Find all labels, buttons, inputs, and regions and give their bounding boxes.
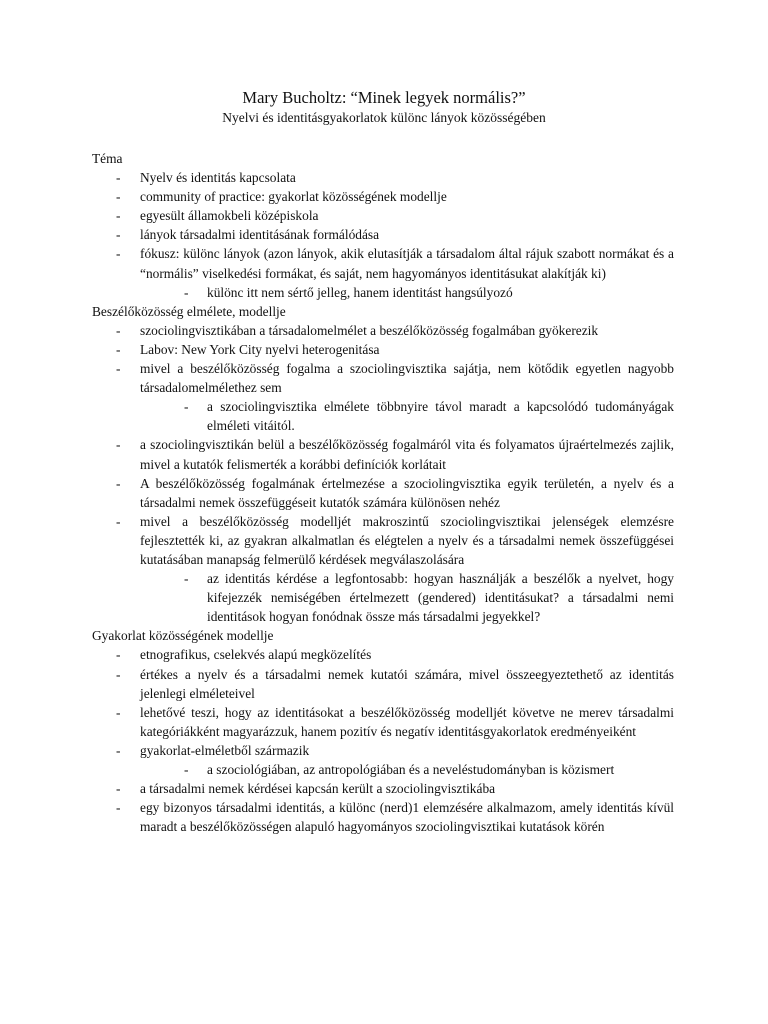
list-item <box>92 703 674 741</box>
bullet-dash: - <box>184 571 189 587</box>
list-item <box>92 741 674 779</box>
sub-bullet-list <box>92 397 674 435</box>
bullet-dash: - <box>116 341 121 357</box>
bullet-dash: - <box>116 475 121 491</box>
sub-list-item <box>162 569 674 626</box>
document-subtitle: Nyelvi és identitásgyakorlatok különc lányok közösségében <box>222 110 546 125</box>
bullet-list <box>92 321 674 627</box>
list-item <box>92 435 674 473</box>
bullet-dash: - <box>116 437 121 453</box>
sub-list-item-text: különc itt nem sértő jelleg, hanem identitást hangsúlyozó <box>207 284 513 300</box>
bullet-dash: - <box>116 170 121 186</box>
sub-list-item-text: a szociológiában, az antropológiában és a neveléstudományban is közismert <box>207 762 615 777</box>
list-item-text: a társadalmi nemek kérdései kapcsán került a szociolingvisztikába <box>140 781 496 797</box>
sub-list-item <box>162 397 674 435</box>
bullet-dash: - <box>116 189 121 205</box>
bullet-dash: - <box>116 647 121 663</box>
list-item <box>92 512 674 627</box>
bullet-list <box>92 168 674 302</box>
sub-list-item-text: az identitás kérdése a legfontosabb: hogyan használják a beszélők a nyelvet, hogy kifejezzék nemiségében értelmezett (gendered) identitásukat? a társadalmi nemi identitások hogyan fonódnak össze más társadalmi jegyekkel? <box>207 571 674 625</box>
list-item <box>92 187 674 206</box>
sub-bullet-list <box>92 569 674 626</box>
sub-list-item-text: a szociolingvisztika elmélete többnyire távol maradt a kapcsolódó tudományágak elméleti vitáitól. <box>207 399 674 434</box>
bullet-dash: - <box>116 361 121 377</box>
list-item <box>92 168 674 187</box>
list-item-text: mivel a beszélőközösség fogalma a szociolingvisztika sajátja, nem kötődik egyetlen nagyobb társadalomelmélethez sem <box>140 361 674 396</box>
sub-list-item <box>162 283 674 302</box>
list-item-text: mivel a beszélőközösség modelljét makroszintű szociolingvisztikai jelenségek elemzésre fejlesztették ki, az gyakran alkalmatlan és elégtelen a nyelv és a társadalmi nemek összefüggései kutatásában manapság felmerülő kérdések megválaszolására <box>140 513 674 567</box>
list-item <box>92 206 674 225</box>
bullet-dash: - <box>184 399 189 415</box>
bullet-dash: - <box>116 246 121 262</box>
list-item-text: egyesült államokbeli középiskola <box>140 208 319 224</box>
bullet-dash: - <box>116 322 121 338</box>
list-item-text: gyakorlat-elméletből származik <box>140 742 310 758</box>
list-item-text: community of practice: gyakorlat közösségének modellje <box>140 189 447 205</box>
list-item <box>92 321 674 340</box>
bullet-dash: - <box>116 742 121 758</box>
list-item <box>92 340 674 359</box>
bullet-dash: - <box>184 284 189 300</box>
list-item-text: Nyelv és identitás kapcsolata <box>140 170 296 186</box>
list-item-text: fókusz: különc lányok (azon lányok, akik elutasítják a társadalom által rájuk szabott normákat és a “normális” viselkedési formákat, és saját, nem hagyományos identitásukat alakítják ki) <box>140 246 674 281</box>
sub-bullet-list <box>92 283 674 302</box>
document-title: Mary Bucholtz: “Minek legyek normális?” <box>242 88 526 107</box>
list-item-text: értékes a nyelv és a társadalmi nemek kutatói számára, mivel összeegyeztethető az identitás jelenlegi elméleteivel <box>140 666 674 701</box>
bullet-dash: - <box>116 781 121 797</box>
section-heading: Beszélőközösség elmélete, modellje <box>92 303 286 319</box>
list-item-text: A beszélőközösség fogalmának értelmezése a szociolingvisztika egyik területén, a nyelv és a társadalmi nemek összefüggéseit kutatók számára különösen nehéz <box>140 475 674 510</box>
sub-list-item <box>162 760 674 779</box>
list-item <box>92 665 674 703</box>
list-item-text: egy bizonyos társadalmi identitás, a különc (nerd)1 elemzésére alkalmazom, amely identitás kívül maradt a beszélőközösségen alapuló hagyományos szociolingvisztikai kutatások körén <box>140 800 674 835</box>
list-item <box>92 225 674 244</box>
list-item-text: etnografikus, cselekvés alapú megközelítés <box>140 647 372 663</box>
bullet-dash: - <box>116 666 121 682</box>
list-item-text: szociolingvisztikában a társadalomelmélet a beszélőközösség fogalmában gyökerezik <box>140 322 599 338</box>
list-item <box>92 798 674 836</box>
list-item <box>92 645 674 664</box>
sub-bullet-list <box>92 760 674 779</box>
list-item-text: lányok társadalmi identitásának formálódása <box>140 227 380 243</box>
list-item-text: a szociolingvisztikán belül a beszélőközösség fogalmáról vita és folyamatos újraértelmezés zajlik, mivel a kutatók felismerték a korábbi definíciók korlátait <box>140 437 674 472</box>
list-item <box>92 779 674 798</box>
list-item <box>92 244 674 301</box>
bullet-dash: - <box>116 208 121 224</box>
bullet-dash: - <box>116 800 121 816</box>
list-item-text: Labov: New York City nyelvi heterogenitása <box>140 341 380 357</box>
section-heading: Téma <box>92 151 123 166</box>
bullet-dash: - <box>184 762 189 777</box>
document-body <box>92 149 674 836</box>
bullet-dash: - <box>116 704 121 720</box>
list-item-text: lehetővé teszi, hogy az identitásokat a beszélőközösség modelljét követve ne merev társadalmi kategóriákként magyarázzuk, hanem pozitív és negatív identitásgyakorlatok eredményeiként <box>140 704 674 739</box>
bullet-dash: - <box>116 513 121 529</box>
bullet-list <box>92 645 674 836</box>
section-heading: Gyakorlat közösségének modellje <box>92 628 274 644</box>
list-item <box>92 359 674 435</box>
bullet-dash: - <box>116 227 121 243</box>
list-item <box>92 474 674 512</box>
